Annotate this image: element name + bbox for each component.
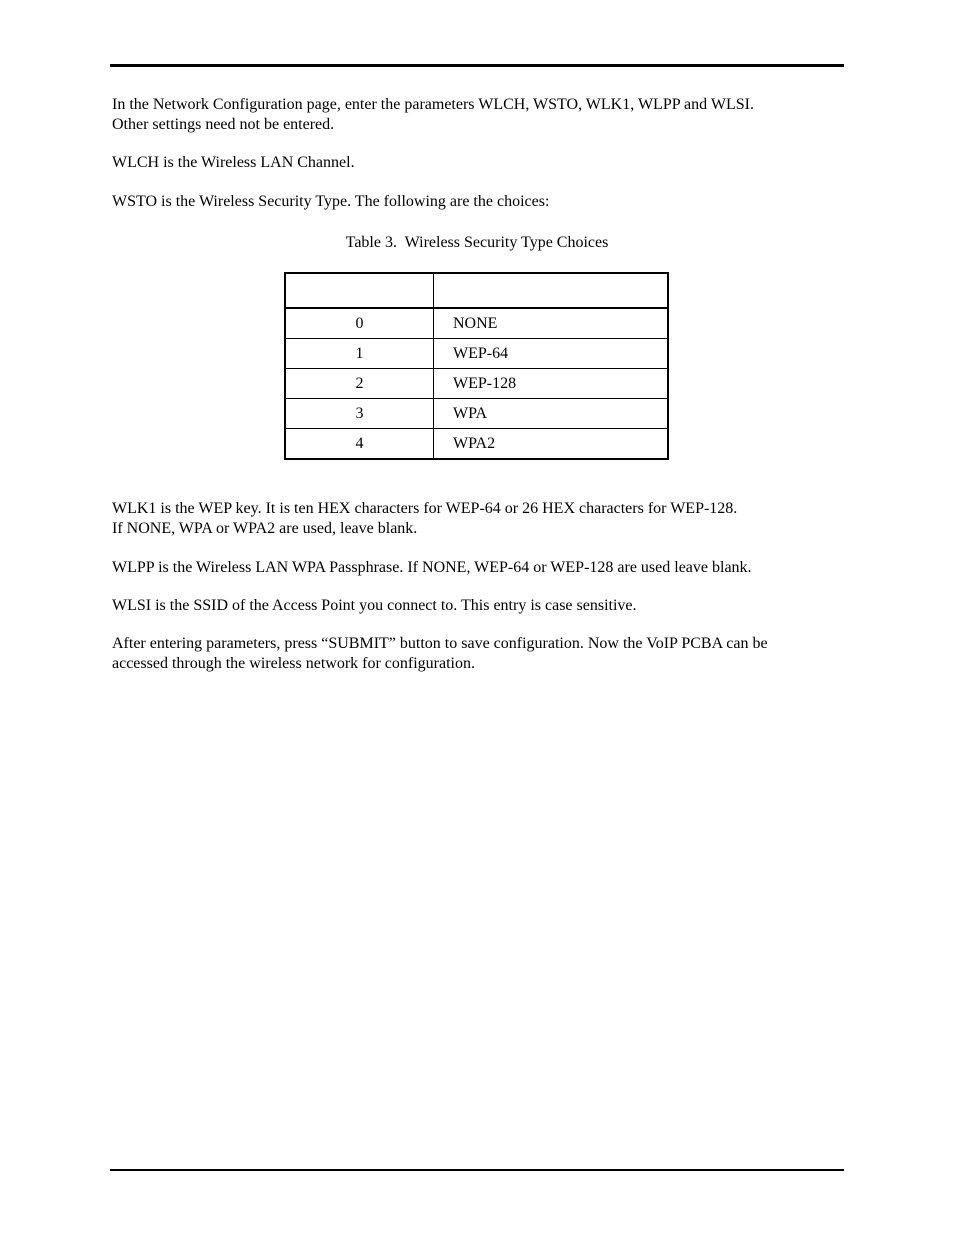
table-row <box>285 429 668 460</box>
text-line: WLCH is the Wireless LAN Channel. <box>112 154 355 171</box>
wlk1-paragraph <box>112 499 842 539</box>
value-cell: 2 <box>285 369 434 399</box>
value-cell: 1 <box>285 339 434 369</box>
submit-paragraph <box>112 634 842 674</box>
text-line: After entering parameters, press “SUBMIT” button to save configuration. Now the VoIP PCBA can be <box>112 635 768 652</box>
type-cell: WEP-128 <box>434 369 669 399</box>
wlch-paragraph <box>112 153 842 173</box>
table-header-row <box>285 273 668 308</box>
text-line: WSTO is the Wireless Security Type. The following are the choices: <box>112 193 550 210</box>
type-cell: NONE <box>434 308 669 339</box>
header-rule <box>110 64 844 67</box>
wlpp-paragraph <box>112 558 842 578</box>
text-line: accessed through the wireless network for configuration. <box>112 655 475 672</box>
footer-rule <box>110 1169 844 1171</box>
table-row <box>285 339 668 369</box>
text-line: WLK1 is the WEP key. It is ten HEX characters for WEP-64 or 26 HEX characters for WEP-128. <box>112 500 738 517</box>
table-row <box>285 369 668 399</box>
header-cell-type <box>434 273 669 308</box>
value-cell: 0 <box>285 308 434 339</box>
value-cell: 3 <box>285 399 434 429</box>
wlsi-paragraph <box>112 596 842 616</box>
type-cell: WPA2 <box>434 429 669 460</box>
table-row <box>285 308 668 339</box>
intro-paragraph <box>112 95 842 135</box>
security-type-table <box>284 272 669 460</box>
wsto-paragraph <box>112 192 842 212</box>
value-cell: 4 <box>285 429 434 460</box>
text-line: In the Network Configuration page, enter the parameters WLCH, WSTO, WLK1, WLPP and WLSI. <box>112 96 754 113</box>
text-line: If NONE, WPA or WPA2 are used, leave blank. <box>112 520 418 537</box>
header-cell-value <box>285 273 434 308</box>
text-line: WLPP is the Wireless LAN WPA Passphrase. If NONE, WEP-64 or WEP-128 are used leave blank. <box>112 559 752 576</box>
text-line: WLSI is the SSID of the Access Point you connect to. This entry is case sensitive. <box>112 597 637 614</box>
text-line: Other settings need not be entered. <box>112 116 335 133</box>
table-row <box>285 399 668 429</box>
table-caption: Table 3. Wireless Security Type Choices <box>345 234 609 251</box>
type-cell: WPA <box>434 399 669 429</box>
type-cell: WEP-64 <box>434 339 669 369</box>
